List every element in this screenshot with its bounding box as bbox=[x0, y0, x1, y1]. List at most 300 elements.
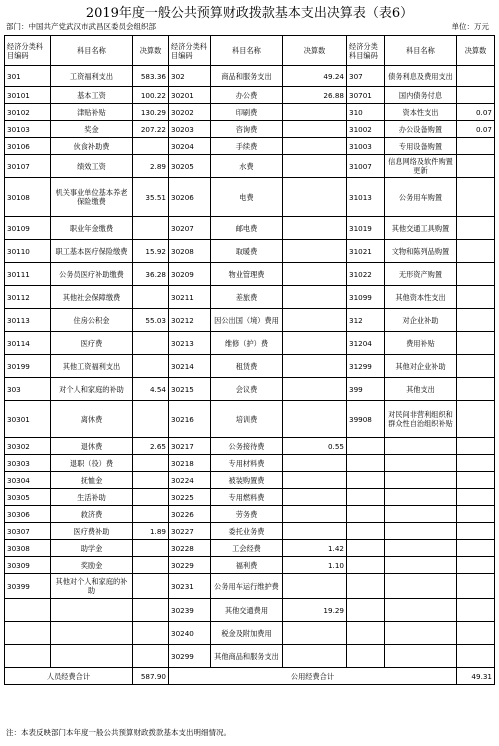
cell-name: 其他交通工具购置 bbox=[385, 217, 457, 240]
cell-name: 印刷费 bbox=[211, 104, 283, 121]
cell-amount bbox=[133, 645, 169, 668]
table-row bbox=[5, 286, 495, 309]
cell-amount bbox=[457, 622, 495, 645]
cell-amount bbox=[283, 506, 347, 523]
cell-code bbox=[347, 622, 385, 645]
cell-code bbox=[347, 557, 385, 574]
cell-name: 对企业补助 bbox=[385, 309, 457, 332]
cell-amount: 15.92 bbox=[133, 240, 169, 263]
cell-code: 30226 bbox=[169, 506, 211, 523]
cell-name: 工会经费 bbox=[211, 540, 283, 557]
cell-name: 其他对企业补助 bbox=[385, 355, 457, 378]
cell-code: 31007 bbox=[347, 155, 385, 178]
cell-code bbox=[5, 599, 51, 622]
cell-name: 助学金 bbox=[51, 540, 133, 557]
cell-amount: 0.55 bbox=[283, 438, 347, 455]
cell-amount bbox=[283, 217, 347, 240]
cell-code bbox=[5, 645, 51, 668]
cell-amount: 26.88 bbox=[283, 87, 347, 104]
cell-name: 费用补贴 bbox=[385, 332, 457, 355]
table-row bbox=[5, 87, 495, 104]
cell-code: 30399 bbox=[5, 574, 51, 599]
cell-code: 30240 bbox=[169, 622, 211, 645]
personnel-total-label: 人员经费合计 bbox=[5, 668, 133, 685]
cell-amount bbox=[457, 599, 495, 622]
cell-amount bbox=[133, 401, 169, 438]
header-name: 科目名称 bbox=[385, 36, 457, 66]
cell-code: 30307 bbox=[5, 523, 51, 540]
cell-name: 奖励金 bbox=[51, 557, 133, 574]
cell-code: 31204 bbox=[347, 332, 385, 355]
cell-amount bbox=[457, 309, 495, 332]
cell-code: 30206 bbox=[169, 178, 211, 217]
table-row bbox=[5, 455, 495, 472]
cell-code bbox=[347, 455, 385, 472]
cell-amount bbox=[283, 489, 347, 506]
cell-amount: 36.28 bbox=[133, 263, 169, 286]
header-code: 经济分类科目编码 bbox=[347, 36, 385, 66]
cell-code: 30213 bbox=[169, 332, 211, 355]
cell-code: 312 bbox=[347, 309, 385, 332]
cell-code: 30309 bbox=[5, 557, 51, 574]
cell-code: 30216 bbox=[169, 401, 211, 438]
cell-code: 30113 bbox=[5, 309, 51, 332]
cell-name: 机关事业单位基本养老保险缴费 bbox=[51, 178, 133, 217]
cell-name bbox=[385, 523, 457, 540]
cell-code: 30305 bbox=[5, 489, 51, 506]
cell-amount bbox=[133, 540, 169, 557]
department-label: 部门：中国共产党武汉市武昌区委员会组织部 bbox=[6, 22, 156, 31]
table-row bbox=[5, 178, 495, 217]
cell-name bbox=[385, 506, 457, 523]
cell-name: 其他对个人和家庭的补助 bbox=[51, 574, 133, 599]
cell-amount bbox=[133, 355, 169, 378]
cell-code: 30107 bbox=[5, 155, 51, 178]
cell-name: 退职（役）费 bbox=[51, 455, 133, 472]
header-code: 经济分类科目编码 bbox=[5, 36, 51, 66]
cell-name: 水费 bbox=[211, 155, 283, 178]
cell-name bbox=[385, 489, 457, 506]
cell-code: 30214 bbox=[169, 355, 211, 378]
cell-code: 30114 bbox=[5, 332, 51, 355]
cell-code: 30308 bbox=[5, 540, 51, 557]
cell-name: 劳务费 bbox=[211, 506, 283, 523]
cell-amount: 19.29 bbox=[283, 599, 347, 622]
cell-name bbox=[385, 557, 457, 574]
cell-name: 租赁费 bbox=[211, 355, 283, 378]
cell-name: 专用燃料费 bbox=[211, 489, 283, 506]
cell-code: 31022 bbox=[347, 263, 385, 286]
cell-code: 30306 bbox=[5, 506, 51, 523]
cell-code: 30209 bbox=[169, 263, 211, 286]
cell-name: 医疗费 bbox=[51, 332, 133, 355]
cell-code: 31021 bbox=[347, 240, 385, 263]
cell-name: 无形资产购置 bbox=[385, 263, 457, 286]
cell-amount bbox=[457, 438, 495, 455]
cell-code: 30110 bbox=[5, 240, 51, 263]
header-name: 科目名称 bbox=[211, 36, 283, 66]
cell-name bbox=[385, 622, 457, 645]
cell-code: 31019 bbox=[347, 217, 385, 240]
cell-amount bbox=[283, 523, 347, 540]
table-row bbox=[5, 378, 495, 401]
cell-amount: 1.42 bbox=[283, 540, 347, 557]
cell-amount bbox=[283, 472, 347, 489]
cell-code: 30239 bbox=[169, 599, 211, 622]
cell-amount bbox=[283, 286, 347, 309]
cell-amount bbox=[457, 87, 495, 104]
cell-name bbox=[385, 540, 457, 557]
cell-amount: 1.89 bbox=[133, 523, 169, 540]
cell-name: 生活补助 bbox=[51, 489, 133, 506]
cell-name: 职业年金缴费 bbox=[51, 217, 133, 240]
cell-code: 30225 bbox=[169, 489, 211, 506]
table-row bbox=[5, 217, 495, 240]
cell-amount bbox=[133, 455, 169, 472]
cell-name: 维修（护）费 bbox=[211, 332, 283, 355]
cell-amount bbox=[457, 378, 495, 401]
table-row bbox=[5, 540, 495, 557]
cell-amount: 35.51 bbox=[133, 178, 169, 217]
table-row bbox=[5, 523, 495, 540]
public-total-label: 公用经费合计 bbox=[169, 668, 457, 685]
cell-code: 31002 bbox=[347, 121, 385, 138]
table-row bbox=[5, 645, 495, 668]
cell-amount bbox=[133, 506, 169, 523]
cell-name: 基本工资 bbox=[51, 87, 133, 104]
cell-amount: 207.22 bbox=[133, 121, 169, 138]
cell-code: 30229 bbox=[169, 557, 211, 574]
cell-amount bbox=[283, 355, 347, 378]
cell-name bbox=[385, 472, 457, 489]
cell-name: 对民间非营利组织和群众性自治组织补贴 bbox=[385, 401, 457, 438]
cell-code: 30109 bbox=[5, 217, 51, 240]
cell-code: 30199 bbox=[5, 355, 51, 378]
cell-name: 其他社会保障缴费 bbox=[51, 286, 133, 309]
cell-amount: 0.07 bbox=[457, 121, 495, 138]
cell-code: 30101 bbox=[5, 87, 51, 104]
cell-code: 303 bbox=[5, 378, 51, 401]
cell-name: 住房公积金 bbox=[51, 309, 133, 332]
cell-code: 30224 bbox=[169, 472, 211, 489]
cell-amount bbox=[457, 401, 495, 438]
cell-amount bbox=[283, 104, 347, 121]
cell-amount: 130.29 bbox=[133, 104, 169, 121]
table-row bbox=[5, 622, 495, 645]
cell-code bbox=[347, 506, 385, 523]
cell-code: 30102 bbox=[5, 104, 51, 121]
cell-code: 30218 bbox=[169, 455, 211, 472]
cell-code: 30701 bbox=[347, 87, 385, 104]
table-row bbox=[5, 121, 495, 138]
cell-name: 信息网络及软件购置更新 bbox=[385, 155, 457, 178]
cell-code: 30231 bbox=[169, 574, 211, 599]
cell-amount bbox=[283, 309, 347, 332]
cell-amount: 2.65 bbox=[133, 438, 169, 455]
cell-name: 商品和服务支出 bbox=[211, 66, 283, 87]
table-row bbox=[5, 332, 495, 355]
cell-code: 30201 bbox=[169, 87, 211, 104]
cell-amount bbox=[283, 622, 347, 645]
cell-amount: 55.03 bbox=[133, 309, 169, 332]
cell-amount: 0.07 bbox=[457, 104, 495, 121]
cell-code bbox=[347, 540, 385, 557]
cell-amount bbox=[457, 332, 495, 355]
totals-row bbox=[5, 668, 495, 685]
cell-code: 30304 bbox=[5, 472, 51, 489]
table-row bbox=[5, 309, 495, 332]
cell-code: 301 bbox=[5, 66, 51, 87]
cell-name: 电费 bbox=[211, 178, 283, 217]
cell-amount bbox=[457, 523, 495, 540]
cell-code: 30112 bbox=[5, 286, 51, 309]
table-row bbox=[5, 489, 495, 506]
cell-amount bbox=[283, 574, 347, 599]
cell-name: 福利费 bbox=[211, 557, 283, 574]
cell-name: 其他交通费用 bbox=[211, 599, 283, 622]
cell-amount bbox=[457, 472, 495, 489]
table-row bbox=[5, 138, 495, 155]
cell-amount bbox=[283, 455, 347, 472]
cell-amount bbox=[457, 138, 495, 155]
cell-name: 债务利息及费用支出 bbox=[385, 66, 457, 87]
cell-code: 30215 bbox=[169, 378, 211, 401]
cell-code: 31003 bbox=[347, 138, 385, 155]
cell-code: 31013 bbox=[347, 178, 385, 217]
cell-name: 资本性支出 bbox=[385, 104, 457, 121]
cell-amount bbox=[283, 645, 347, 668]
table-row bbox=[5, 401, 495, 438]
cell-amount bbox=[457, 645, 495, 668]
cell-name: 咨询费 bbox=[211, 121, 283, 138]
cell-code: 30299 bbox=[169, 645, 211, 668]
cell-name bbox=[51, 622, 133, 645]
cell-amount bbox=[283, 138, 347, 155]
cell-name: 公务用车购置 bbox=[385, 178, 457, 217]
cell-amount bbox=[457, 489, 495, 506]
cell-code bbox=[347, 599, 385, 622]
cell-name bbox=[51, 645, 133, 668]
cell-name bbox=[385, 599, 457, 622]
cell-code: 30203 bbox=[169, 121, 211, 138]
cell-code: 30211 bbox=[169, 286, 211, 309]
cell-amount bbox=[283, 121, 347, 138]
header-amount: 决算数 bbox=[283, 36, 347, 66]
cell-code: 30217 bbox=[169, 438, 211, 455]
cell-amount bbox=[283, 263, 347, 286]
cell-name bbox=[51, 599, 133, 622]
cell-amount bbox=[457, 286, 495, 309]
cell-code: 302 bbox=[169, 66, 211, 87]
table-row bbox=[5, 557, 495, 574]
page-title: 2019年度一般公共预算财政拨款基本支出决算表（表6） bbox=[85, 6, 414, 21]
cell-code: 30303 bbox=[5, 455, 51, 472]
cell-code: 30208 bbox=[169, 240, 211, 263]
cell-code: 30228 bbox=[169, 540, 211, 557]
cell-amount: 4.54 bbox=[133, 378, 169, 401]
cell-amount bbox=[133, 472, 169, 489]
cell-name bbox=[385, 574, 457, 599]
cell-code: 30204 bbox=[169, 138, 211, 155]
cell-name: 专用材料费 bbox=[211, 455, 283, 472]
cell-code: 31299 bbox=[347, 355, 385, 378]
table-row bbox=[5, 66, 495, 87]
cell-amount bbox=[133, 489, 169, 506]
cell-amount bbox=[283, 155, 347, 178]
public-total-value: 49.31 bbox=[457, 668, 495, 685]
cell-amount bbox=[457, 574, 495, 599]
cell-amount bbox=[283, 401, 347, 438]
cell-code: 30202 bbox=[169, 104, 211, 121]
cell-amount bbox=[457, 240, 495, 263]
cell-amount bbox=[457, 506, 495, 523]
cell-name: 办公费 bbox=[211, 87, 283, 104]
cell-amount bbox=[457, 178, 495, 217]
cell-amount bbox=[133, 217, 169, 240]
cell-name bbox=[385, 455, 457, 472]
cell-name: 手续费 bbox=[211, 138, 283, 155]
table-row bbox=[5, 472, 495, 489]
cell-name: 差旅费 bbox=[211, 286, 283, 309]
cell-name: 专用设备购置 bbox=[385, 138, 457, 155]
table-row bbox=[5, 599, 495, 622]
cell-name: 委托业务费 bbox=[211, 523, 283, 540]
cell-code: 399 bbox=[347, 378, 385, 401]
cell-code: 30108 bbox=[5, 178, 51, 217]
cell-name: 公务用车运行维护费 bbox=[211, 574, 283, 599]
cell-name: 税金及附加费用 bbox=[211, 622, 283, 645]
cell-code: 30212 bbox=[169, 309, 211, 332]
cell-amount: 2.89 bbox=[133, 155, 169, 178]
cell-amount bbox=[133, 138, 169, 155]
cell-code: 307 bbox=[347, 66, 385, 87]
table-row bbox=[5, 355, 495, 378]
cell-amount bbox=[457, 455, 495, 472]
cell-amount bbox=[457, 263, 495, 286]
cell-name: 伙食补助费 bbox=[51, 138, 133, 155]
table-row bbox=[5, 574, 495, 599]
budget-table bbox=[4, 35, 495, 685]
cell-name: 其他商品和服务支出 bbox=[211, 645, 283, 668]
cell-amount bbox=[283, 178, 347, 217]
cell-code: 30301 bbox=[5, 401, 51, 438]
cell-amount bbox=[133, 599, 169, 622]
cell-code: 30227 bbox=[169, 523, 211, 540]
cell-name: 工资福利支出 bbox=[51, 66, 133, 87]
cell-amount bbox=[457, 540, 495, 557]
table-row bbox=[5, 155, 495, 178]
personnel-total-value: 587.90 bbox=[133, 668, 169, 685]
cell-name: 取暖费 bbox=[211, 240, 283, 263]
cell-code bbox=[347, 574, 385, 599]
cell-code: 30205 bbox=[169, 155, 211, 178]
cell-amount bbox=[457, 557, 495, 574]
cell-amount bbox=[133, 286, 169, 309]
cell-name: 文物和陈列品购置 bbox=[385, 240, 457, 263]
cell-name: 对个人和家庭的补助 bbox=[51, 378, 133, 401]
cell-amount: 583.36 bbox=[133, 66, 169, 87]
cell-code bbox=[5, 622, 51, 645]
cell-code: 30111 bbox=[5, 263, 51, 286]
cell-code: 39908 bbox=[347, 401, 385, 438]
cell-name: 其他资本性支出 bbox=[385, 286, 457, 309]
cell-name: 救济费 bbox=[51, 506, 133, 523]
header-row bbox=[5, 36, 495, 66]
unit-label: 单位：万元 bbox=[451, 22, 489, 31]
cell-name: 其他支出 bbox=[385, 378, 457, 401]
table-body bbox=[5, 66, 495, 668]
cell-code bbox=[347, 438, 385, 455]
cell-code bbox=[347, 523, 385, 540]
cell-name bbox=[385, 438, 457, 455]
cell-amount bbox=[283, 240, 347, 263]
cell-name bbox=[385, 645, 457, 668]
cell-code: 30103 bbox=[5, 121, 51, 138]
cell-code: 30106 bbox=[5, 138, 51, 155]
cell-name: 退休费 bbox=[51, 438, 133, 455]
cell-name: 国内债务付息 bbox=[385, 87, 457, 104]
footnote: 注：本表反映部门本年度一般公共预算财政拨款基本支出明细情况。 bbox=[6, 728, 231, 737]
cell-name: 培训费 bbox=[211, 401, 283, 438]
cell-code bbox=[347, 472, 385, 489]
cell-amount bbox=[283, 378, 347, 401]
cell-name: 其他工资福利支出 bbox=[51, 355, 133, 378]
table-row bbox=[5, 263, 495, 286]
cell-amount bbox=[133, 574, 169, 599]
cell-amount: 49.24 bbox=[283, 66, 347, 87]
cell-name: 公务接待费 bbox=[211, 438, 283, 455]
cell-name: 绩效工资 bbox=[51, 155, 133, 178]
cell-code bbox=[347, 489, 385, 506]
header-name: 科目名称 bbox=[51, 36, 133, 66]
cell-amount: 1.10 bbox=[283, 557, 347, 574]
table-row bbox=[5, 506, 495, 523]
cell-amount bbox=[457, 355, 495, 378]
cell-amount bbox=[133, 622, 169, 645]
cell-name: 物业管理费 bbox=[211, 263, 283, 286]
header-amount: 决算数 bbox=[457, 36, 495, 66]
cell-name: 邮电费 bbox=[211, 217, 283, 240]
cell-amount bbox=[283, 332, 347, 355]
cell-code: 310 bbox=[347, 104, 385, 121]
cell-code: 30302 bbox=[5, 438, 51, 455]
table-row bbox=[5, 438, 495, 455]
cell-code bbox=[347, 645, 385, 668]
cell-name: 办公设备购置 bbox=[385, 121, 457, 138]
cell-name: 职工基本医疗保险缴费 bbox=[51, 240, 133, 263]
table-row bbox=[5, 104, 495, 121]
cell-name: 会议费 bbox=[211, 378, 283, 401]
cell-amount bbox=[133, 557, 169, 574]
cell-name: 抚恤金 bbox=[51, 472, 133, 489]
header-code: 经济分类科目编码 bbox=[169, 36, 211, 66]
cell-name: 奖金 bbox=[51, 121, 133, 138]
cell-code: 31099 bbox=[347, 286, 385, 309]
header-amount: 决算数 bbox=[133, 36, 169, 66]
cell-name: 医疗费补助 bbox=[51, 523, 133, 540]
cell-amount bbox=[133, 332, 169, 355]
cell-name: 津贴补贴 bbox=[51, 104, 133, 121]
cell-name: 因公出国（境）费用 bbox=[211, 309, 283, 332]
cell-name: 公务员医疗补助缴费 bbox=[51, 263, 133, 286]
cell-amount bbox=[457, 155, 495, 178]
cell-amount bbox=[457, 217, 495, 240]
cell-code: 30207 bbox=[169, 217, 211, 240]
cell-name: 离休费 bbox=[51, 401, 133, 438]
cell-name: 被装购置费 bbox=[211, 472, 283, 489]
cell-amount bbox=[457, 66, 495, 87]
table-row bbox=[5, 240, 495, 263]
